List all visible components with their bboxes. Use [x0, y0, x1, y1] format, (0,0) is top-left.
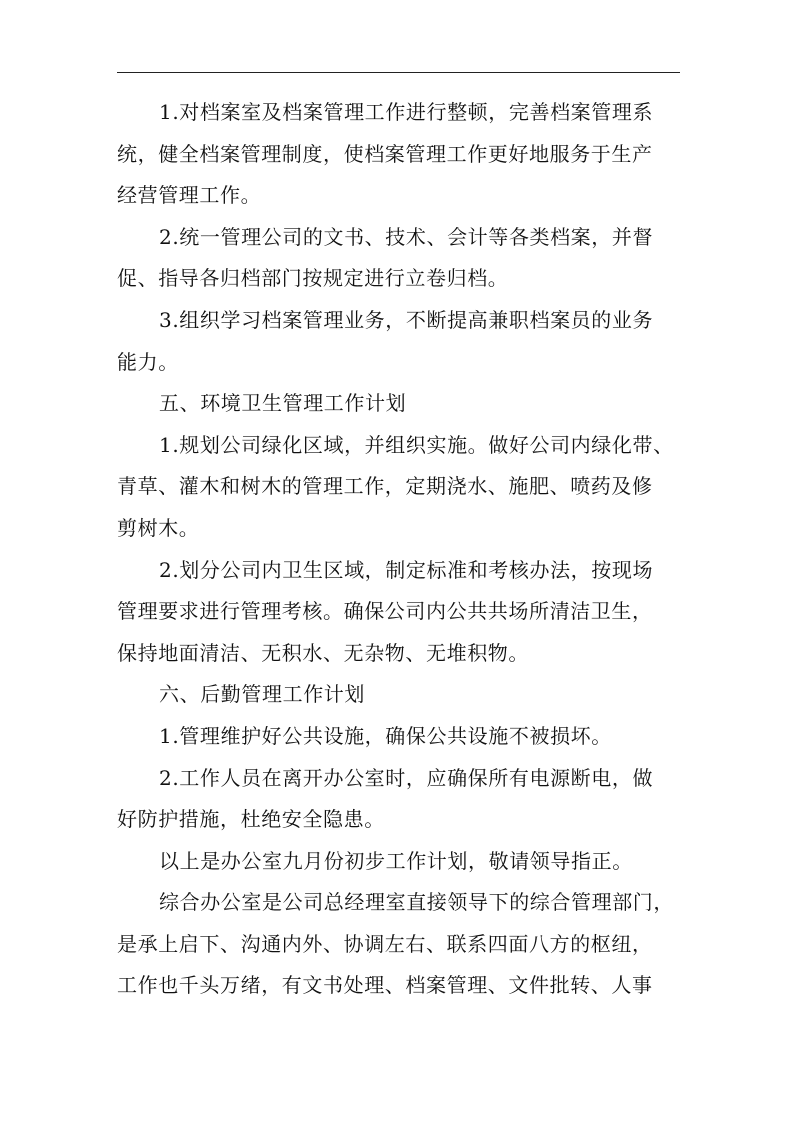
section-heading: 五、环境卫生管理工作计划 [159, 391, 407, 416]
paragraph-line: 管理要求进行管理考核。确保公司内公共共场所清洁卫生， [117, 599, 653, 624]
paragraph-line: 好防护措施，杜绝安全隐患。 [117, 807, 385, 832]
paragraph-line: 经营管理工作。 [117, 183, 262, 208]
paragraph-line: 剪树木。 [117, 515, 200, 540]
paragraph-line: 以上是办公室九月份初步工作计划，敬请领导指正。 [159, 848, 633, 873]
paragraph-line: 3.组织学习档案管理业务，不断提高兼职档案员的业务 [159, 307, 654, 332]
paragraph-line: 统，健全档案管理制度，使档案管理工作更好地服务于生产 [117, 141, 653, 166]
paragraph-line: 促、指导各归档部门按规定进行立卷归档。 [117, 266, 509, 291]
paragraph-line: 保持地面清洁、无积水、无杂物、无堆积物。 [117, 640, 529, 665]
paragraph-line: 2.统一管理公司的文书、技术、会计等各类档案，并督 [159, 224, 654, 249]
paragraph-line: 2.划分公司内卫生区域，制定标准和考核办法，按现场 [159, 557, 654, 582]
paragraph-line: 综合办公室是公司总经理室直接领导下的综合管理部门， [159, 890, 674, 915]
paragraph-line: 1.对档案室及档案管理工作进行整顿，完善档案管理系 [159, 100, 654, 124]
section-heading: 六、后勤管理工作计划 [159, 682, 365, 707]
paragraph-line: 2.工作人员在离开办公室时，应确保所有电源断电，做 [159, 765, 654, 790]
paragraph-line: 青草、灌木和树木的管理工作，定期浇水、施肥、喷药及修 [117, 474, 653, 499]
paragraph-line: 工作也千头万绪，有文书处理、档案管理、文件批转、人事 [117, 973, 653, 998]
header-rule [117, 72, 680, 73]
paragraph-line: 能力。 [117, 349, 179, 374]
paragraph-line: 1.规划公司绿化区域，并组织实施。做好公司内绿化带、 [159, 432, 674, 457]
paragraph-line: 1.管理维护好公共设施，确保公共设施不被损坏。 [159, 723, 612, 748]
paragraph-line: 是承上启下、沟通内外、协调左右、联系四面八方的枢纽， [117, 931, 653, 956]
document-body [117, 92, 680, 1007]
